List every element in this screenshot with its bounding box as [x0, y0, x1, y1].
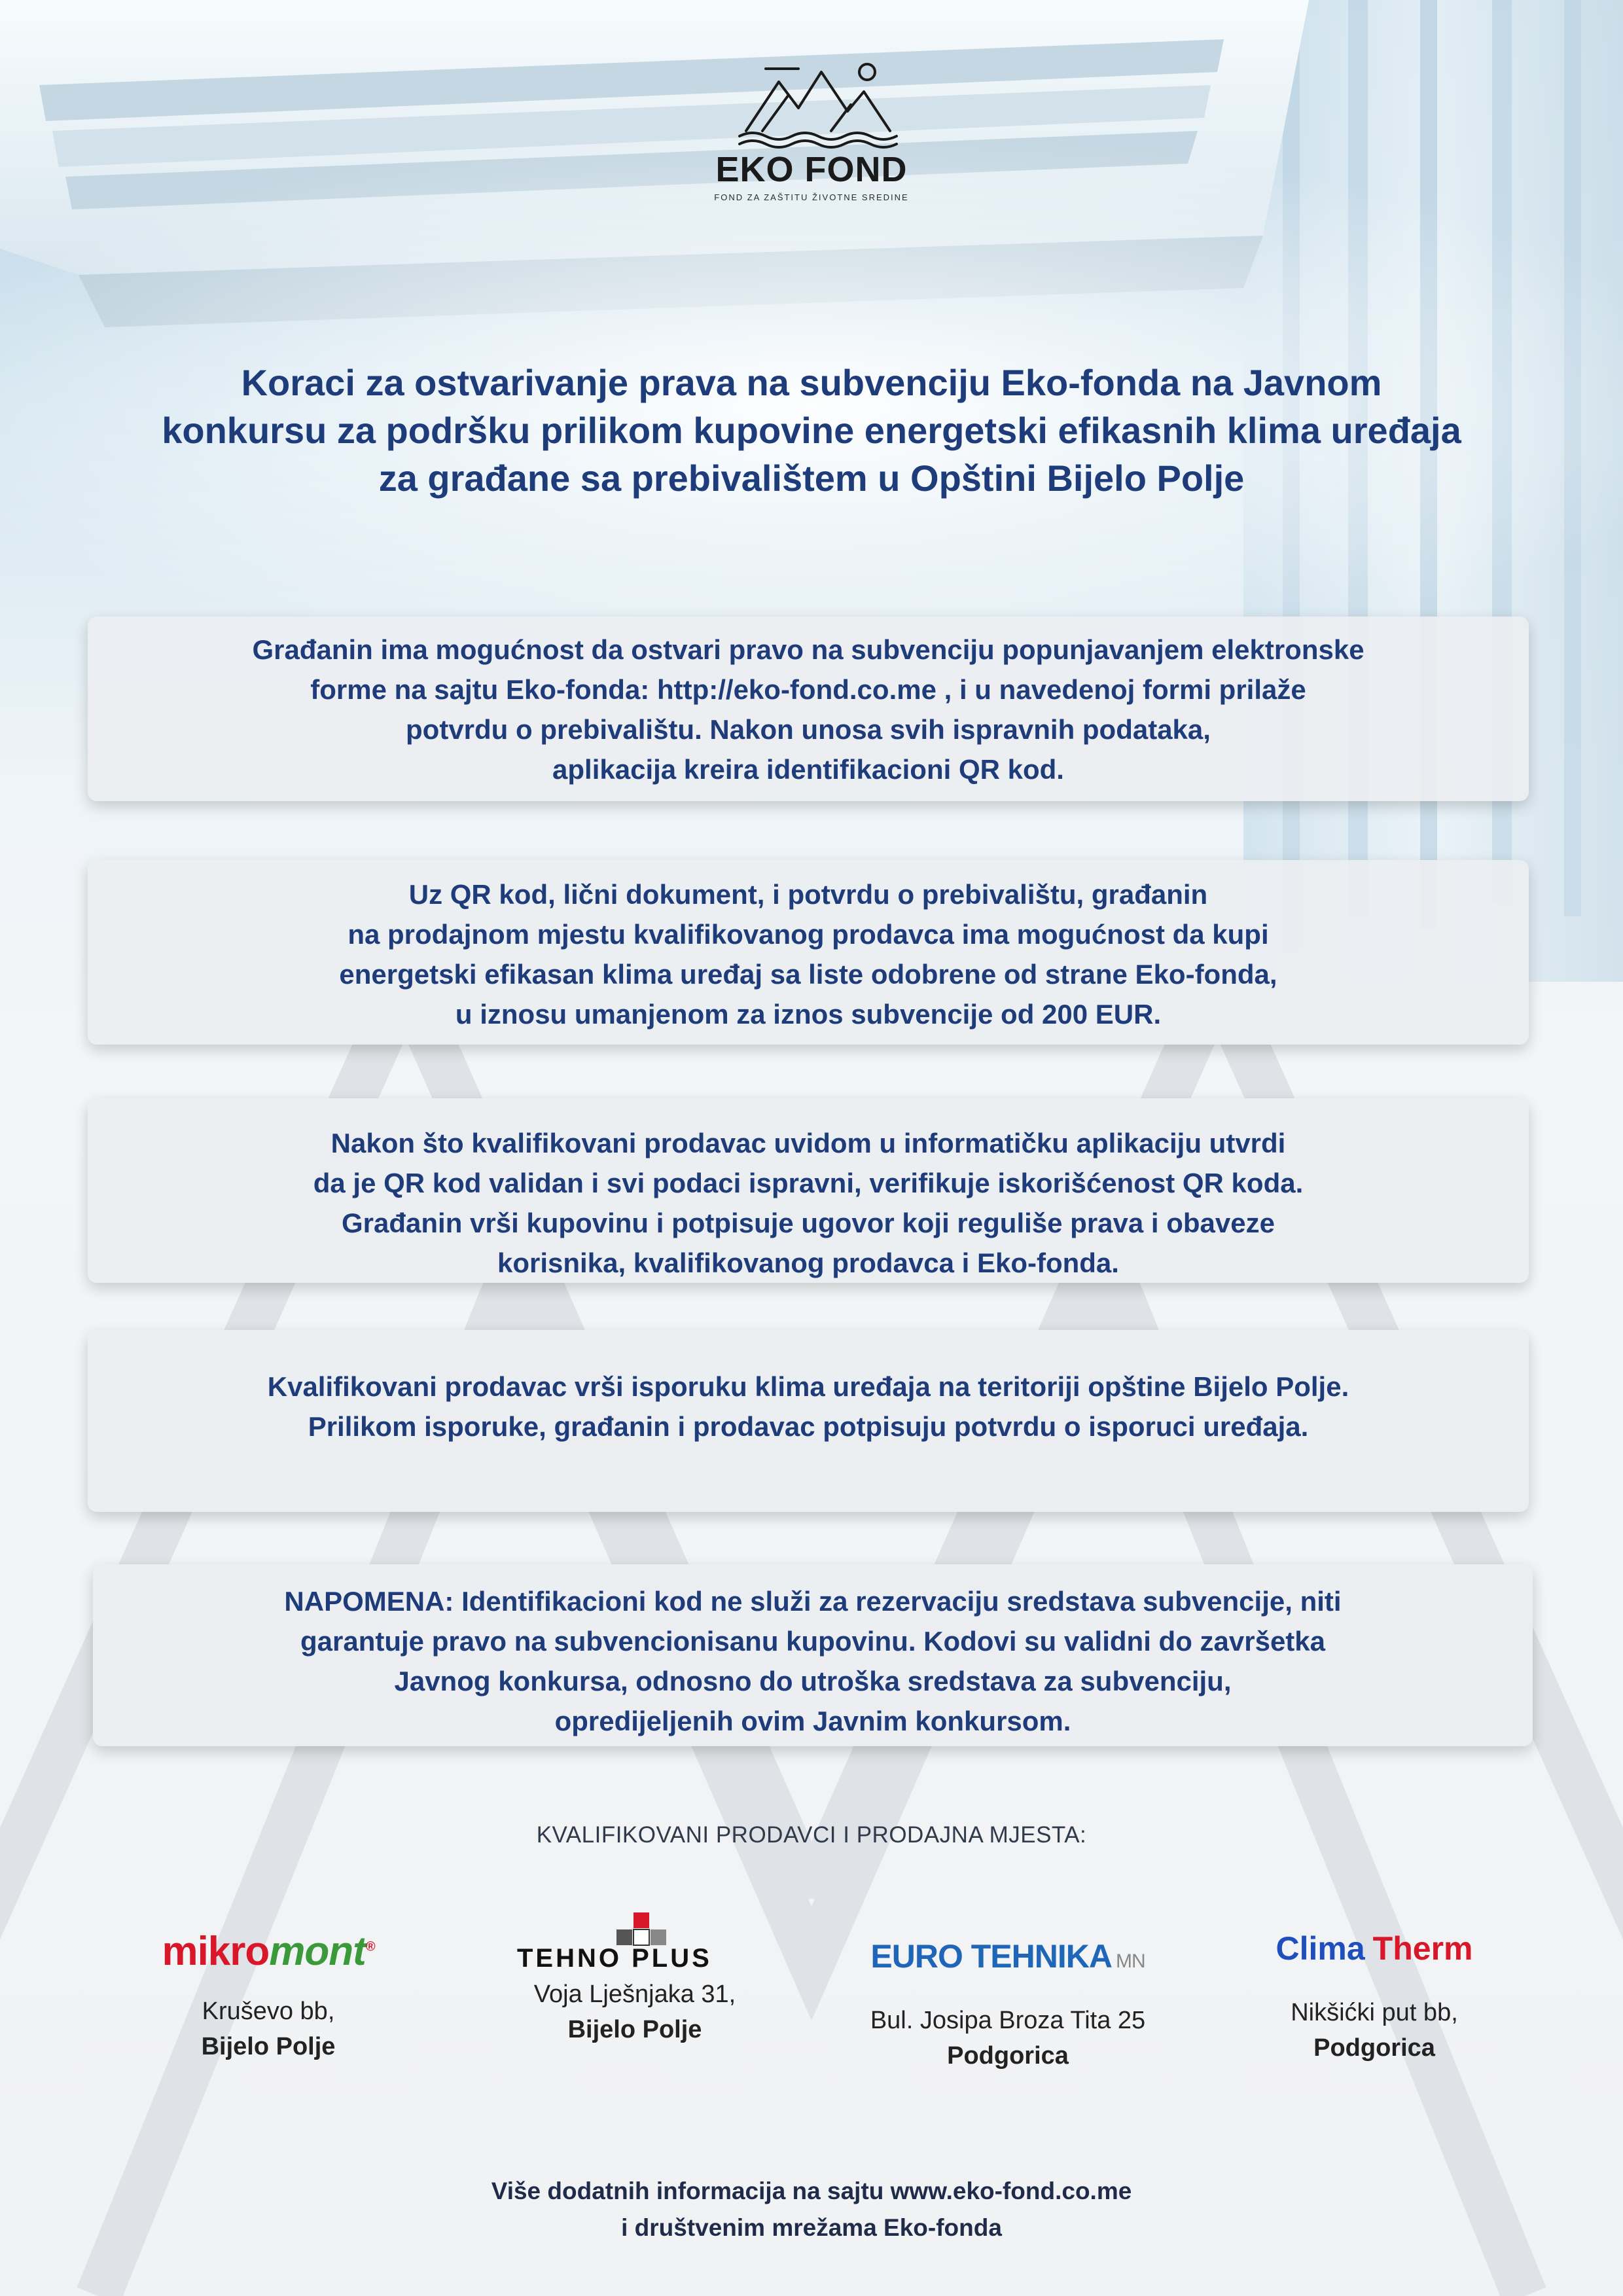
- text-line: Građanin vrši kupovinu i potpisuje ugovor koji reguliše prava i obaveze: [341, 1208, 1275, 1238]
- brand-text: Therm: [1372, 1930, 1473, 1967]
- step-card-4: [88, 1330, 1529, 1512]
- text-line: Uz QR kod, lični dokument, i potvrdu o prebivalištu, građanin: [408, 879, 1208, 910]
- seller-city: Podgorica: [947, 2042, 1069, 2070]
- title-line: za građane sa prebivalištem u Opštini Bijelo Polje: [378, 457, 1245, 499]
- step-text: [88, 1098, 1529, 1283]
- brand-text: EURO TEHNIKA: [870, 1938, 1112, 1975]
- brand-text: Clima: [1275, 1930, 1365, 1967]
- note-text: [93, 1564, 1533, 1741]
- page-title: [79, 359, 1544, 502]
- seller-address: Voja Lješnjaka 31,: [533, 1981, 736, 2008]
- seller-tehnoplus: [471, 1911, 798, 2047]
- eurotehnika-logo: [844, 1911, 1171, 2003]
- sellers-heading: KVALIFIKOVANI PRODAVCI I PRODAJNA MJESTA:: [536, 1822, 1087, 1848]
- step-card-1: [88, 617, 1529, 801]
- step-text: [88, 1330, 1529, 1446]
- mikromont-logo: [105, 1911, 432, 1994]
- climatherm-logo: [1211, 1911, 1538, 1995]
- text-line: u iznosu umanjenom za iznos subvencije od 200 EUR.: [455, 999, 1162, 1030]
- registered-mark: ®: [365, 1939, 375, 1954]
- title-line: konkursu za podršku prilikom kupovine energetski efikasnih klima uređaja: [162, 410, 1461, 451]
- text-line: garantuje pravo na subvencionisanu kupovinu. Kodovi su validni do završetka: [300, 1626, 1326, 1657]
- brand-text: TEHNO PLUS: [517, 1944, 712, 1973]
- step-text: [88, 860, 1529, 1034]
- text-line: Građanin ima mogućnost da ostvari pravo na subvenciju popunjavanjem elektronske: [252, 634, 1364, 665]
- text-line: energetski efikasan klima uređaj sa liste odobrene od strane Eko-fonda,: [339, 959, 1277, 990]
- step-text: [88, 617, 1529, 789]
- text-line: Kvalifikovani prodavac vrši isporuku klima uređaja na teritoriji opštine Bijelo Polje.: [267, 1371, 1349, 1402]
- footer-line: i društvenim mrežama Eko-fonda: [621, 2214, 1002, 2241]
- text-line: Javnog konkursa, odnosno do utroška sredstava za subvenciju,: [394, 1666, 1232, 1696]
- text-line: korisnika, kvalifikovanog prodavca i Eko-fonda.: [497, 1247, 1119, 1278]
- brand-text: mont: [269, 1929, 366, 1974]
- footer-line: Više dodatnih informacija na sajtu www.eko-fond.co.me: [491, 2178, 1132, 2204]
- text-line: forme na sajtu Eko-fonda: http://eko-fond.co.me , i u navedenoj formi prilaže: [310, 674, 1306, 705]
- logo-tagline: FOND ZA ZAŠTITU ŽIVOTNE SREDINE: [714, 192, 909, 202]
- text-line: aplikacija kreira identifikacioni QR kod.: [552, 754, 1064, 785]
- seller-address: Kruševo bb,: [202, 1998, 335, 2025]
- seller-city: Bijelo Polje: [567, 2016, 702, 2043]
- tehnoplus-logo: [471, 1911, 798, 1977]
- seller-city: Bijelo Polje: [201, 2033, 336, 2060]
- seller-address: Nikšićki put bb,: [1291, 1999, 1458, 2026]
- seller-eurotehnika: [844, 1911, 1171, 2073]
- footer-info: [0, 2173, 1623, 2246]
- brand-text: mikro: [162, 1929, 270, 1974]
- seller-address: Bul. Josipa Broza Tita 25: [870, 2007, 1146, 2034]
- text-line: na prodajnom mjestu kvalifikovanog prodavca ima mogućnost da kupi: [348, 919, 1269, 950]
- title-line: Koraci za ostvarivanje prava na subvenciju Eko-fonda na Javnom: [241, 362, 1382, 403]
- text-line: opredijeljenih ovim Javnim konkursom.: [554, 1706, 1071, 1736]
- seller-mikromont: [105, 1911, 432, 2064]
- step-card-2: [88, 860, 1529, 1045]
- brand-suffix: MN: [1115, 1950, 1145, 1972]
- text-line: potvrdu o prebivalištu. Nakon unosa svih ispravnih podataka,: [406, 714, 1211, 745]
- text-line: Nakon što kvalifikovani prodavac uvidom u informatičku aplikaciju utvrdi: [330, 1128, 1286, 1158]
- text-line: Prilikom isporuke, građanin i prodavac potpisuju potvrdu o isporuci uređaja.: [308, 1411, 1309, 1442]
- mountains-waves-icon: [700, 59, 923, 151]
- seller-climatherm: [1211, 1911, 1538, 2066]
- note-card: [93, 1564, 1533, 1746]
- text-line: da je QR kod validan i svi podaci ispravni, verifikuje iskorišćenost QR koda.: [313, 1168, 1304, 1198]
- step-card-3: [88, 1098, 1529, 1283]
- logo-name: EKO FOND: [715, 150, 908, 189]
- text-line: NAPOMENA: Identifikacioni kod ne služi za rezervaciju sredstava subvencije, niti: [284, 1586, 1342, 1617]
- eko-fond-logo: [700, 59, 923, 209]
- seller-city: Podgorica: [1313, 2034, 1435, 2062]
